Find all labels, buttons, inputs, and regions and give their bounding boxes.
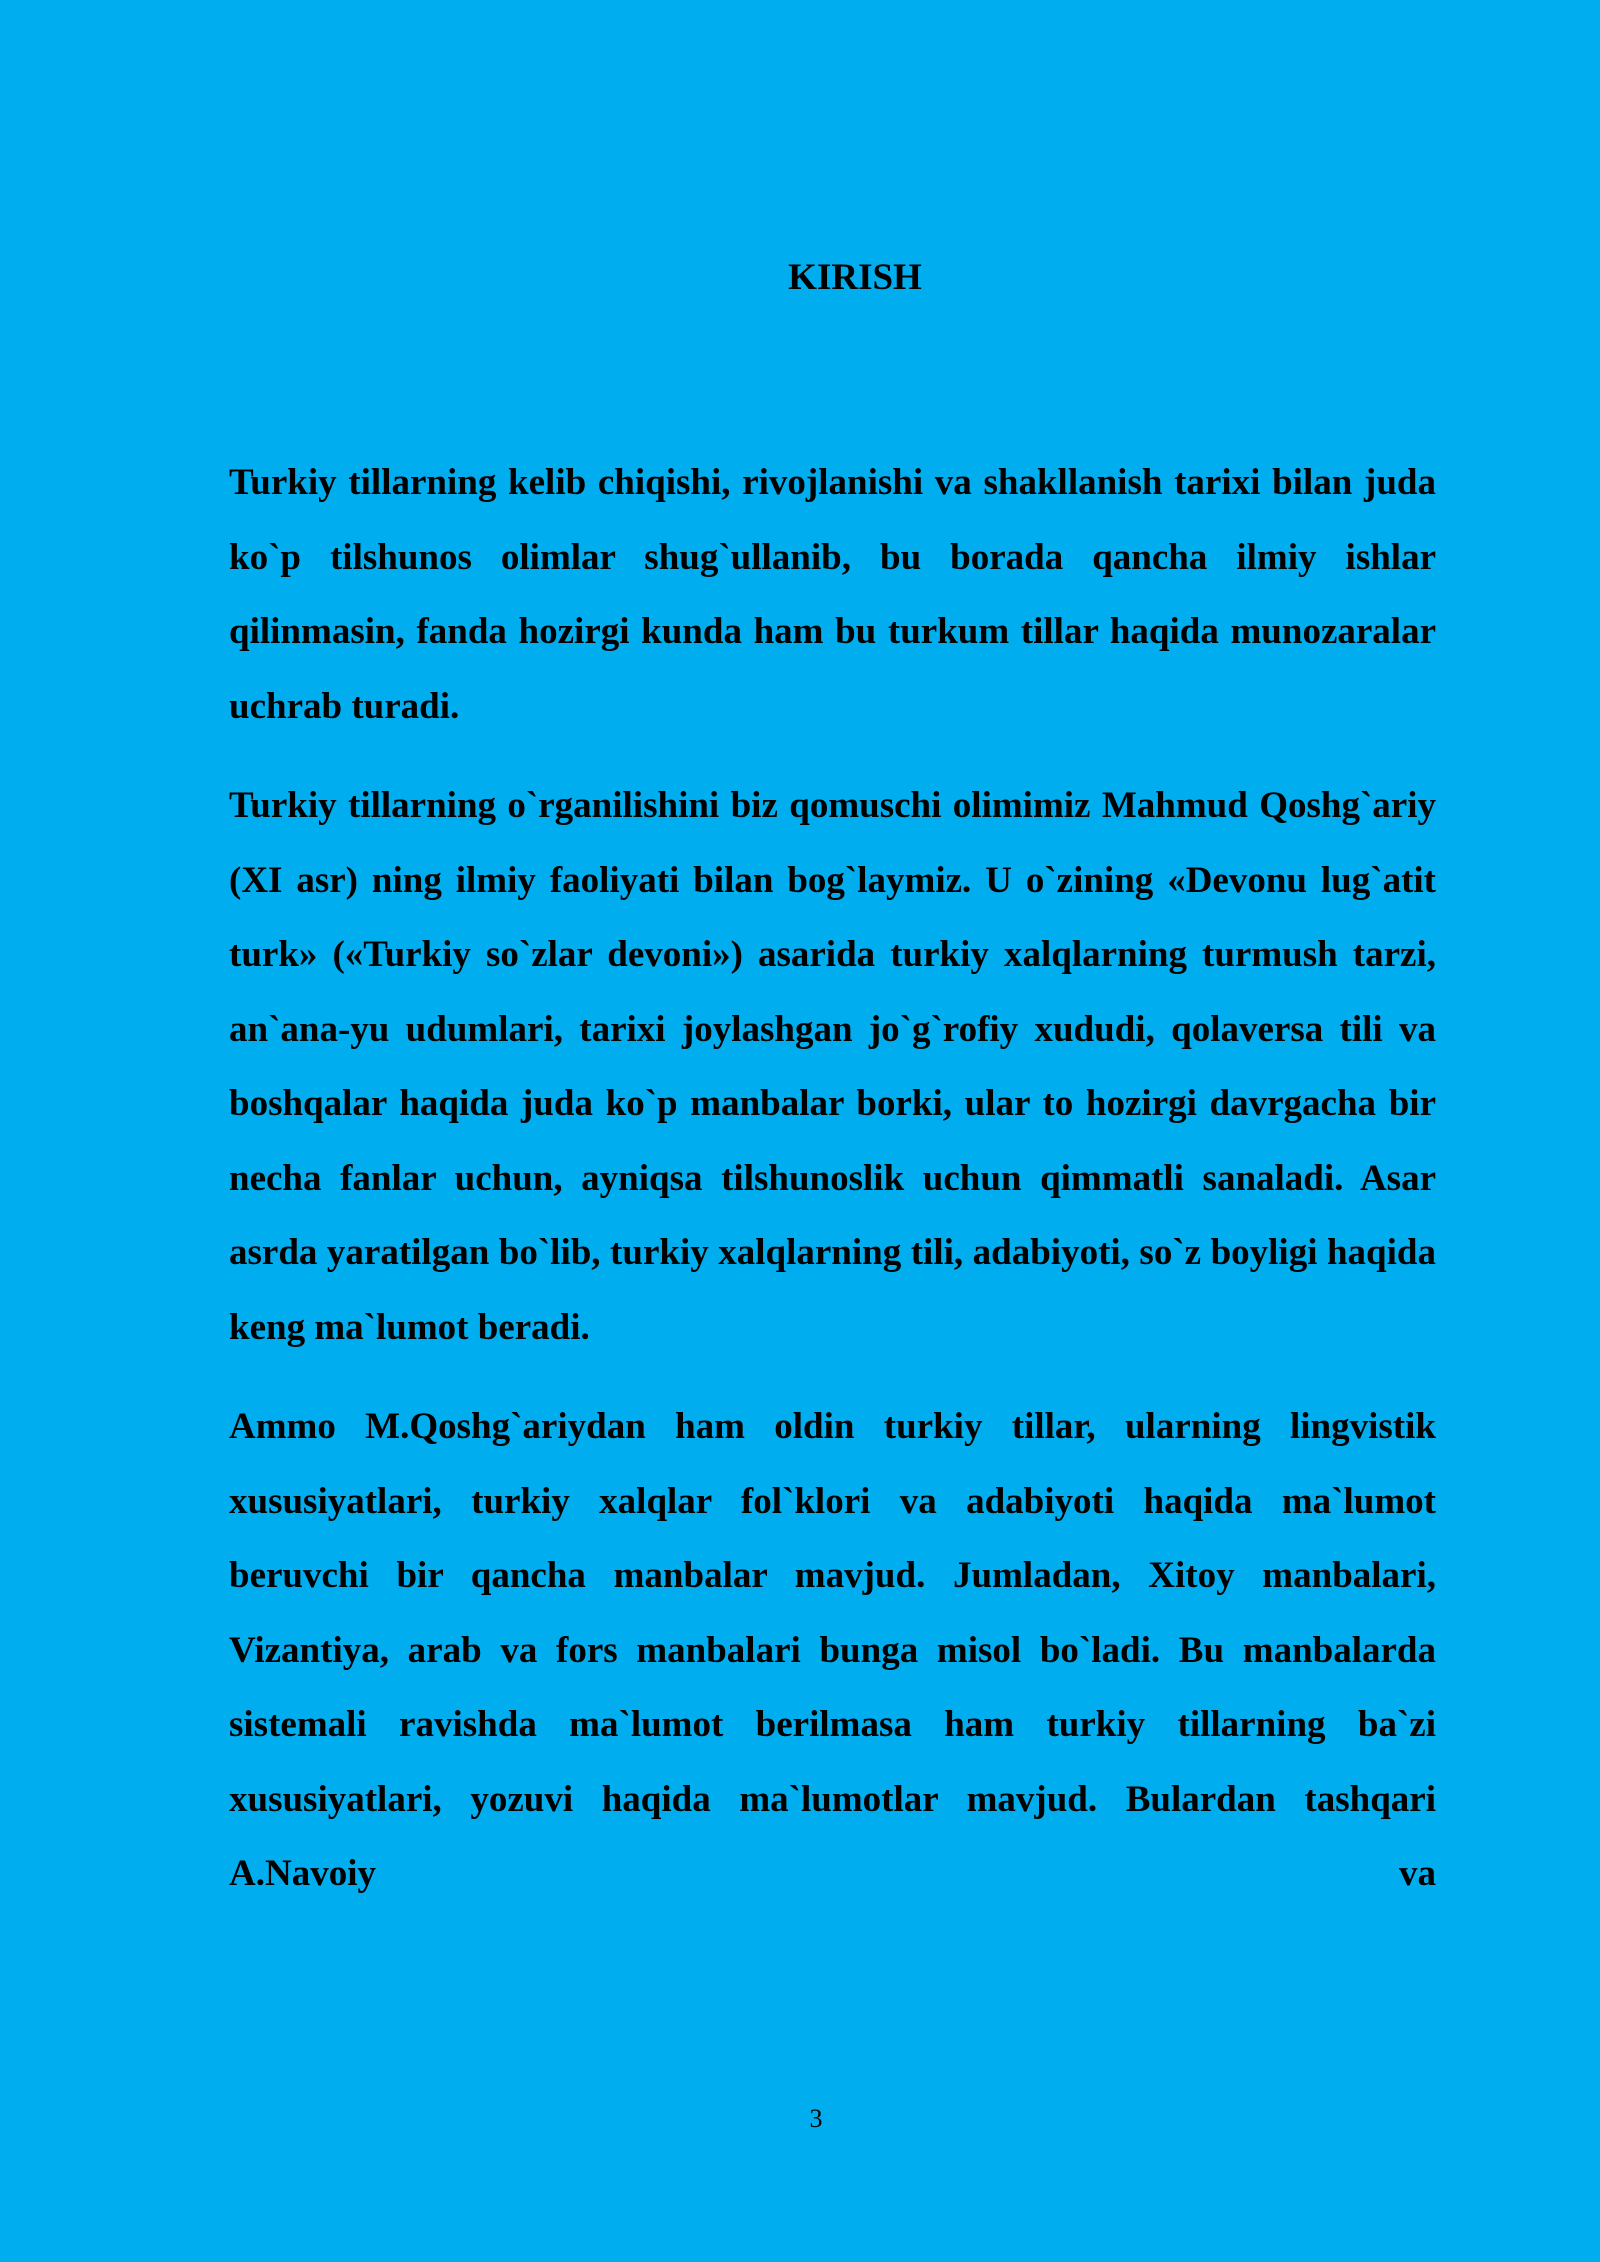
page-title: KIRISH: [788, 257, 922, 298]
paragraph-2: Turkiy tillarning o`rganilishini biz qomuschi olimimiz Mahmud Qoshg`ariy (XI asr) ning ilmiy faoliyati bilan bog`laymiz. U o`zining «Devonu lug`atit turk» («Turkiy so`zlar devoni») asarida turkiy xalqlarning turmush tarzi, an`ana-yu udumlari, tarixi joylashgan jo`g`rofiy xududi, qolaversa tili va boshqalar haqida juda ko`p manbalar borki, ular to hozirgi davrgacha bir necha fanlar uchun, ayniqsa tilshunoslik uchun qimmatli sanaladi. Asar asrda yaratilgan bo`lib, turkiy xalqlarning tili, adabiyoti, so`z boyligi haqida keng ma`lumot beradi.: [229, 785, 1436, 1348]
paragraph-3: Ammo M.Qoshg`ariydan ham oldin turkiy tillar, ularning lingvistik xususiyatlari, turkiy xalqlar fol`klori va adabiyoti haqida ma`lumot beruvchi bir qancha manbalar mavjud. Jumladan, Xitoy manbalari, Vizantiya, arab va fors manbalari bunga misol bo`ladi. Bu manbalarda sistemali ravishda ma`lumot berilmasa ham turkiy tillarning ba`zi xususiyatlari, yozuvi haqida ma`lumotlar mavjud. Bulardan tashqari A.Navoiy va: [229, 1406, 1436, 1894]
page-number: 3: [809, 2104, 823, 2133]
body-text: [229, 446, 1436, 1937]
paragraph-1: Turkiy tillarning kelib chiqishi, rivojlanishi va shakllanish tarixi bilan juda ko`p tilshunos olimlar shug`ullanib, bu borada qancha ilmiy ishlar qilinmasin, fanda hozirgi kunda ham bu turkum tillar haqida munozaralar uchrab turadi.: [229, 462, 1436, 727]
